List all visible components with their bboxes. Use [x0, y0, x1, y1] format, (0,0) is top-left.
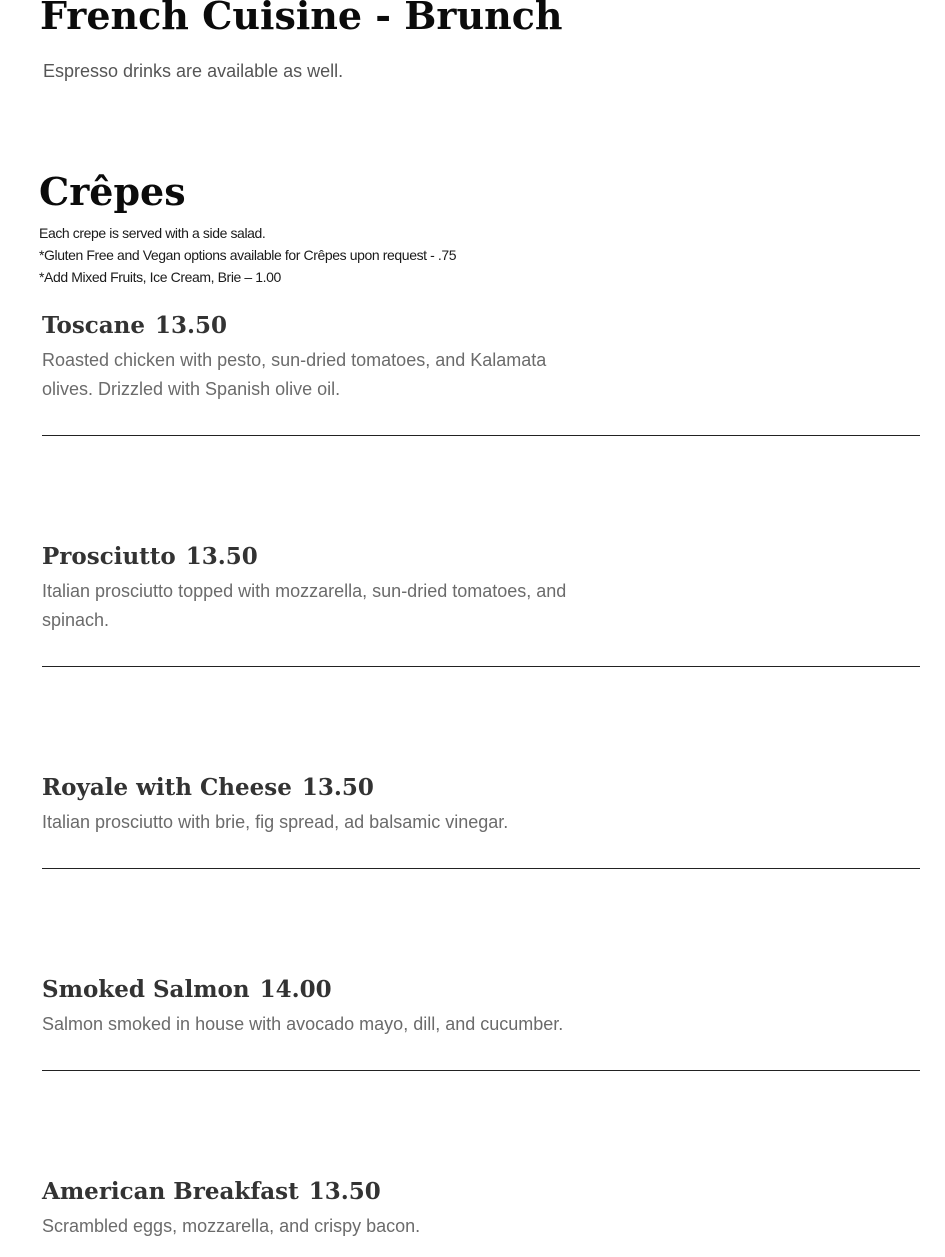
item-heading: [42, 541, 920, 573]
item-price: 13.50: [301, 774, 374, 801]
item-description: Scrambled eggs, mozzarella, and crispy bacon.: [42, 1216, 421, 1236]
item-divider: [42, 435, 920, 436]
item-divider: [42, 1070, 920, 1071]
item-description: Roasted chicken with pesto, sun-dried tomatoes, and Kalamata olives. Drizzled with Spanish olive oil.: [42, 350, 547, 399]
menu-item-american-breakfast: [42, 1176, 920, 1241]
note-add-ons: *Add Mixed Fruits, Ice Cream, Brie – 1.00: [39, 269, 281, 285]
page-subtitle: Espresso drinks are available as well.: [43, 61, 344, 81]
item-heading: [42, 1176, 920, 1208]
section-notes: [39, 222, 456, 288]
menu-item-smoked-salmon: [42, 974, 920, 1039]
menu-item-royale-with-cheese: [42, 772, 920, 837]
item-name: American Breakfast: [42, 1178, 299, 1205]
item-divider: [42, 666, 920, 667]
item-name: Prosciutto: [42, 543, 176, 570]
item-description: Italian prosciutto topped with mozzarella, sun-dried tomatoes, and spinach.: [42, 581, 567, 630]
item-name: Royale with Cheese: [42, 774, 292, 801]
item-heading: [42, 310, 920, 342]
item-divider: [42, 868, 920, 869]
item-price: 13.50: [185, 543, 258, 570]
item-name: Smoked Salmon: [42, 976, 250, 1003]
note-gluten-free-vegan: *Gluten Free and Vegan options available for Crêpes upon request - .75: [39, 247, 457, 263]
menu-item-toscane: [42, 310, 920, 404]
item-price: 14.00: [259, 976, 332, 1003]
item-price: 13.50: [308, 1178, 381, 1205]
item-name: Toscane: [42, 312, 146, 339]
item-description: Salmon smoked in house with avocado mayo, dill, and cucumber.: [42, 1014, 564, 1034]
item-description: Italian prosciutto with brie, fig spread, ad balsamic vinegar.: [42, 812, 509, 832]
menu-item-prosciutto: [42, 541, 920, 635]
note-side-salad: Each crepe is served with a side salad.: [39, 225, 266, 241]
page-title: French Cuisine - Brunch: [40, 0, 563, 38]
item-heading: [42, 974, 920, 1006]
item-heading: [42, 772, 920, 804]
section-title-crepes: Crêpes: [39, 169, 186, 214]
item-price: 13.50: [155, 312, 228, 339]
